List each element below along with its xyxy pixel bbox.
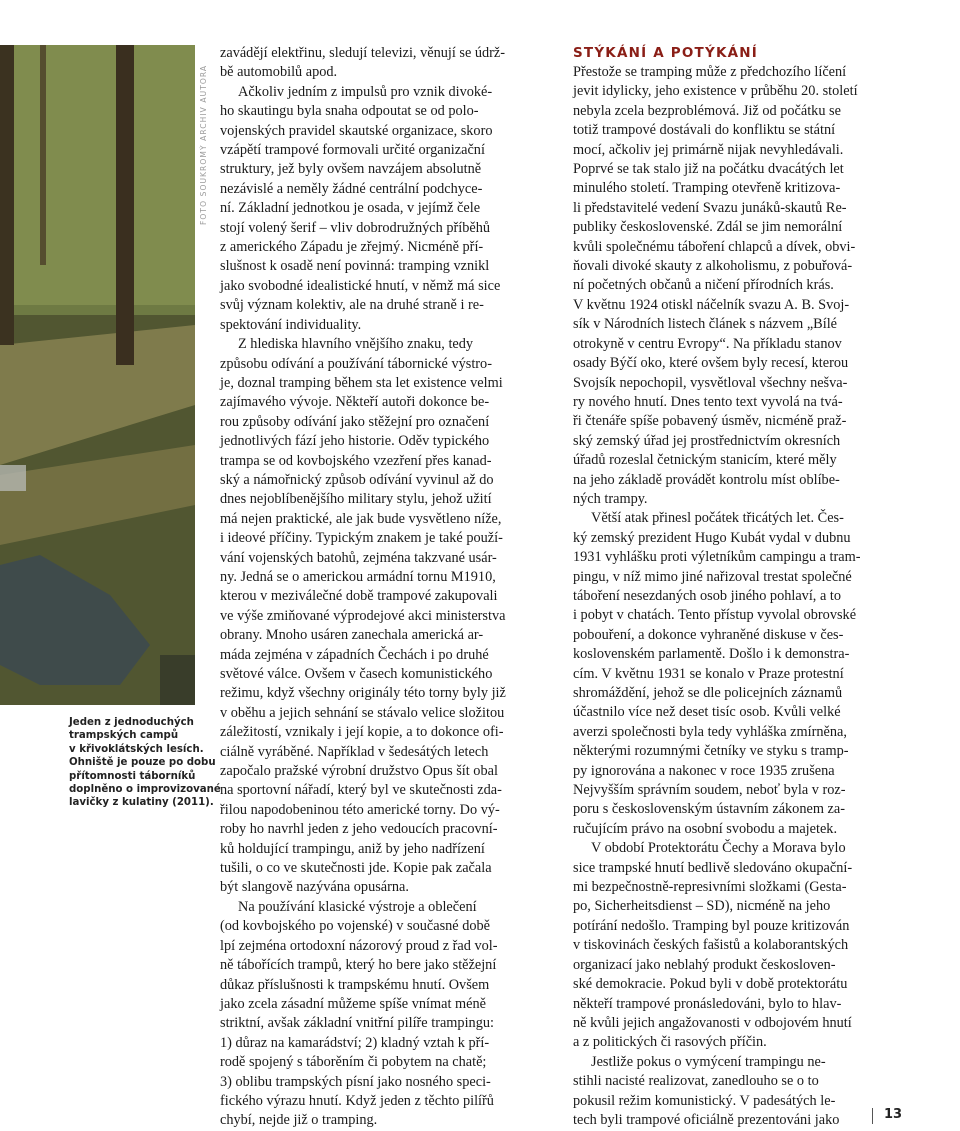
text-line: 1931 vyhlášku proti výletníkům campingu a tram- <box>573 549 861 566</box>
text-line: rodě spojený s táborěním či pobytem na chatě; <box>220 1054 487 1071</box>
text-line: pobouření, a dokonce vyhraněné diskuse v čes- <box>573 626 844 643</box>
caption-line: lavičky z kulatiny (2011). <box>69 797 214 809</box>
text-line: ků holdující trampingu, aniž by jeho nadřízení <box>220 840 485 857</box>
text-line: osady Býčí oko, které ovšem byly recesí, kterou <box>573 355 849 372</box>
text-line: trampa se od kovbojského vzezření přes kanad- <box>220 452 492 469</box>
text-line: shromáždění, jehož se dle policejních záznamů <box>573 685 843 701</box>
section-heading: STÝKÁNÍ A POTÝKÁNÍ <box>573 45 758 61</box>
text-line: Ačkoliv jedním z impulsů pro vznik divoké- <box>238 83 493 100</box>
forest-camp-photo <box>0 45 195 705</box>
text-line: ciálně vyráběné. Například v šedesátých letech <box>220 743 489 760</box>
text-line: svůj význam kolektiv, ale na druhé straně i re- <box>220 297 484 314</box>
text-line: ry nového hnutí. Dnes tento text vyvolá na tvá- <box>573 393 843 410</box>
text-line: být slangově nazývána opusárna. <box>220 879 409 896</box>
text-line: struktury, jež byly ovšem navzájem absolutně <box>220 161 482 178</box>
text-line: V květnu 1924 otiskl náčelník svazu A. B. Svoj- <box>573 296 850 313</box>
text-line: sice trampské hnutí bedlivě sledováno okupační- <box>573 859 853 876</box>
text-line: py ignorována a nakonec v roce 1935 zrušena <box>573 762 835 779</box>
photo-credit: FOTO SOUKROMÝ ARCHIV AUTORA <box>199 64 208 225</box>
text-line: režimu, když všechny originály této torny byly již <box>220 685 506 702</box>
text-line: cím. V květnu 1931 se konalo v Praze protestní <box>573 665 844 682</box>
text-line: li představitelé vedení Svazu junáků-skautů Re- <box>573 199 847 216</box>
article-column-left <box>220 44 555 1131</box>
text-line: poru s československým ústavním zákonem za- <box>573 801 845 818</box>
text-line: Z hlediska hlavního vnějšího znaku, tedy <box>238 336 474 353</box>
text-line: ský zemský úřad jej prostřednictvím okresních <box>573 432 841 449</box>
text-line: ské demokracie. Pokud byli v době protektorátu <box>573 976 848 993</box>
text-line: kvůli společnému táboření chlapců a dívek, obvi- <box>573 238 856 255</box>
text-line: sík v Národních listech článek s názvem „Bílé <box>573 316 838 333</box>
text-line: potírání nedošlo. Tramping byl pouze kritizován <box>573 917 850 934</box>
text-line: vzápětí trampové formovali určité organizační <box>220 142 485 159</box>
text-line: a z politických či rasových příčin. <box>573 1034 767 1051</box>
caption-line: trampských campů <box>69 730 179 742</box>
text-line: Větší atak přinesl počátek třicátých let. Čes- <box>591 510 844 527</box>
text-line: ký zemský prezident Hugo Kubát vydal v dubnu <box>573 529 851 546</box>
text-line: striktní, avšak základní vnitřní pilíře trampingu: <box>220 1015 494 1032</box>
page-number: 13 <box>884 1107 903 1122</box>
text-line: stihli nacisté realizovat, zanedlouho se o to <box>573 1073 819 1090</box>
text-line: na jeho základě provádět kontrolu míst oblíbe- <box>573 471 840 488</box>
text-line: pokusil režim komunistický. V padesátých le- <box>573 1092 836 1109</box>
text-line: nebyla zcela bezproblémová. Již od počátku se <box>573 102 841 119</box>
text-line: organizací jako neblahý produkt českosloven- <box>573 956 836 973</box>
text-line: stojí volený šerif – vliv dobrodružných příběhů <box>220 219 491 236</box>
caption-line: Jeden z jednoduchých <box>69 717 194 728</box>
text-line: v tiskovinách českých fašistů a kolaborantských <box>573 937 849 954</box>
text-line: má nejen praktické, ale jak bude vysvětleno níže, <box>220 510 502 527</box>
photo-caption <box>69 716 221 810</box>
text-line: vání vojenských batohů, zejména takzvané usár- <box>220 549 497 566</box>
text-line: roby ho navrhl jeden z jeho vedoucích pracovní- <box>220 821 498 838</box>
text-line: ho skautingu byla snaha odpoutat se od polo- <box>220 103 479 120</box>
text-line: dnes nejoblíbenějšího military stylu, jehož užití <box>220 491 492 508</box>
text-line: ní početných občanů a ničení přírodních krás. <box>573 277 834 294</box>
text-line: ně tábořících trampů, který ho bere jako stěžejní <box>220 957 497 974</box>
text-line: 1) důraz na kamarádství; 2) kladný vztah k pří- <box>220 1034 490 1051</box>
text-line: z amerického Západu je zřejmý. Nicméně pří- <box>220 239 484 256</box>
text-line: pingu, v níž mimo jiné nařizoval trestat společné <box>573 568 852 585</box>
text-line: slušnost k osadě není povinná: tramping vznikl <box>220 258 490 275</box>
text-line: Na používání klasické výstroje a oblečení <box>238 898 477 915</box>
text-line: ve výše zmiňované výprodejové akci ministerstva <box>220 607 506 624</box>
text-line: ní. Základní jednotkou je osada, v jejímž čele <box>220 200 481 217</box>
text-line: zajímavého vývoje. Někteří autoři dokonce be- <box>220 394 490 411</box>
text-line: V období Protektorátu Čechy a Morava bylo <box>591 840 846 857</box>
text-line: Poprvé se tak stalo již na počátku dvacátých let <box>573 161 844 178</box>
caption-line: přítomnosti táborníků <box>69 770 196 782</box>
text-line: Svojsík nepochopil, vysvětloval všechny nešva- <box>573 374 848 391</box>
text-line: totiž trampové dostávali do konfliktu se státní <box>573 122 836 139</box>
text-line: důkaz příslušnosti k trampskému hnutí. Ovšem <box>220 976 490 993</box>
text-line: lpí zejména ortodoxní názorový proud z řad vol- <box>220 937 498 954</box>
text-line: světové válce. Ovšem v časech komunistického <box>220 666 493 682</box>
text-line: ňovali divoké skauty z alkoholismu, z pobuřová- <box>573 258 853 275</box>
text-line: obrany. Mnoho usáren zanechala americká ar- <box>220 627 484 644</box>
text-line: jako zcela zásadní můžeme spíše vnímat méně <box>220 995 486 1012</box>
text-line: mi bezpečnostně-represivními složkami (Gesta- <box>573 879 847 896</box>
text-line: ných trampy. <box>573 490 648 507</box>
text-line: kterou v meziválečné době trampové zakupovali <box>220 588 498 605</box>
text-line: chybí, nejde již o tramping. <box>220 1112 378 1129</box>
text-line: (od kovbojského po vojenské) v současné době <box>220 918 491 935</box>
text-line: mocí, ačkoliv jej primárně nijak nevyhledávali. <box>573 141 844 158</box>
text-line: záležitostí, vznikaly i její kopie, a to dokonce ofi- <box>220 724 504 741</box>
text-line: zavádějí elektřinu, sledují televizi, věnují se údrž- <box>220 45 506 61</box>
text-line: Nejvyšším správním soudem, neboť byla v roz- <box>573 782 846 799</box>
text-line: ský a námořnický způsob odívání vyvinul až do <box>220 471 494 488</box>
text-line: řilou napodobeninou této americké torny. Do vý- <box>220 801 500 818</box>
text-line: i ideové příčiny. Typickým znakem je také použí- <box>220 530 503 547</box>
text-line: tech byli trampové oficiálně prezentováni jako <box>573 1111 840 1128</box>
text-line: nezávislé a neměly žádné centrální podchyce- <box>220 180 483 197</box>
text-line: ři čtenáře spíše pobavený úsměv, nicméně praž- <box>573 413 847 430</box>
text-line: jako svobodné idealistické hnutí, v němž má sice <box>220 277 501 294</box>
section-body <box>573 63 908 1130</box>
text-line: Jestliže pokus o vymýcení trampingu ne- <box>591 1053 826 1070</box>
text-line: 3) oblibu trampských písní jako nosného speci- <box>220 1073 491 1090</box>
text-line: účastnilo více než deset tisíc osob. Kvůli velké <box>573 704 841 721</box>
text-line: někteří trampové pronásledováni, bylo to hlav- <box>573 995 842 1012</box>
text-line: některými rozumnými četníky ve styku s tramp- <box>573 743 849 760</box>
text-line: máda zejména v západních Čechách i po druhé <box>220 646 489 663</box>
text-line: jevit idylicky, jeho existence v průběhu 20. století <box>573 83 858 100</box>
text-line: fického výrazu hnutí. Když jeden z těchto pilířů <box>220 1092 494 1109</box>
text-line: na sportovní nářadí, který byl ve skutečnosti zda- <box>220 782 502 799</box>
text-line: otrokyně v centru Evropy“. Na příkladu stanov <box>573 335 842 352</box>
text-line: bě automobilů apod. <box>220 64 338 81</box>
text-line: koslovenském parlamentě. Došlo i k demonstra- <box>573 646 850 663</box>
text-line: započalo pražské výrobní družstvo Opus šít obal <box>220 763 498 780</box>
text-line: táboření nesezdaných osob jiného pohlaví, a to <box>573 587 841 604</box>
caption-line: Ohniště je pouze po dobu <box>69 757 216 769</box>
text-line: v oběhu a jejich sehnání se stávalo velice složitou <box>220 704 505 721</box>
text-line: publiky československé. Zdál se jim nemorální <box>573 219 843 236</box>
text-line: po, Sicherheitsdienst – SD), nicméně na jeho <box>573 898 831 915</box>
text-line: rou způsoby odívání jako stěžejní pro označení <box>220 413 490 430</box>
text-line: minulého století. Tramping otevřeně kritizova- <box>573 180 841 197</box>
text-line: úřadů rozeslal četnickým stanicím, které měly <box>573 452 837 469</box>
text-line: vojenských pravidel skautské organizace, skoro <box>220 122 493 139</box>
folio-divider <box>872 1108 873 1124</box>
text-line: averzi společnosti byla tedy vyhláška zmírněna, <box>573 723 847 740</box>
text-line: tušili, o co ve skutečnosti jde. Kopie pak začala <box>220 860 492 877</box>
text-line: ručujícím právo na osobní svobodu a majetek. <box>573 820 838 837</box>
text-line: způsobu odívání a používání tábornické výstro- <box>220 355 492 372</box>
text-line: jednotlivých fází jeho historie. Oděv typického <box>220 433 490 450</box>
article-column-right <box>573 44 908 1130</box>
text-line: i pobyt v chatách. Tento přístup vyvolal obrovské <box>573 607 857 624</box>
text-line: ny. Jedná se o americkou armádní tornu M1910, <box>220 568 496 585</box>
text-line: spektování individuality. <box>220 316 362 333</box>
text-line: je, doznal tramping během sta let existence velmi <box>220 374 503 391</box>
caption-line: doplněno o improvizované <box>69 784 221 796</box>
caption-line: v křivoklátských lesích. <box>69 743 204 755</box>
text-line: ně kvůli jejich angažovanosti v odbojovém hnutí <box>573 1014 852 1031</box>
text-line: Přestože se tramping může z předchozího líčení <box>573 64 847 80</box>
